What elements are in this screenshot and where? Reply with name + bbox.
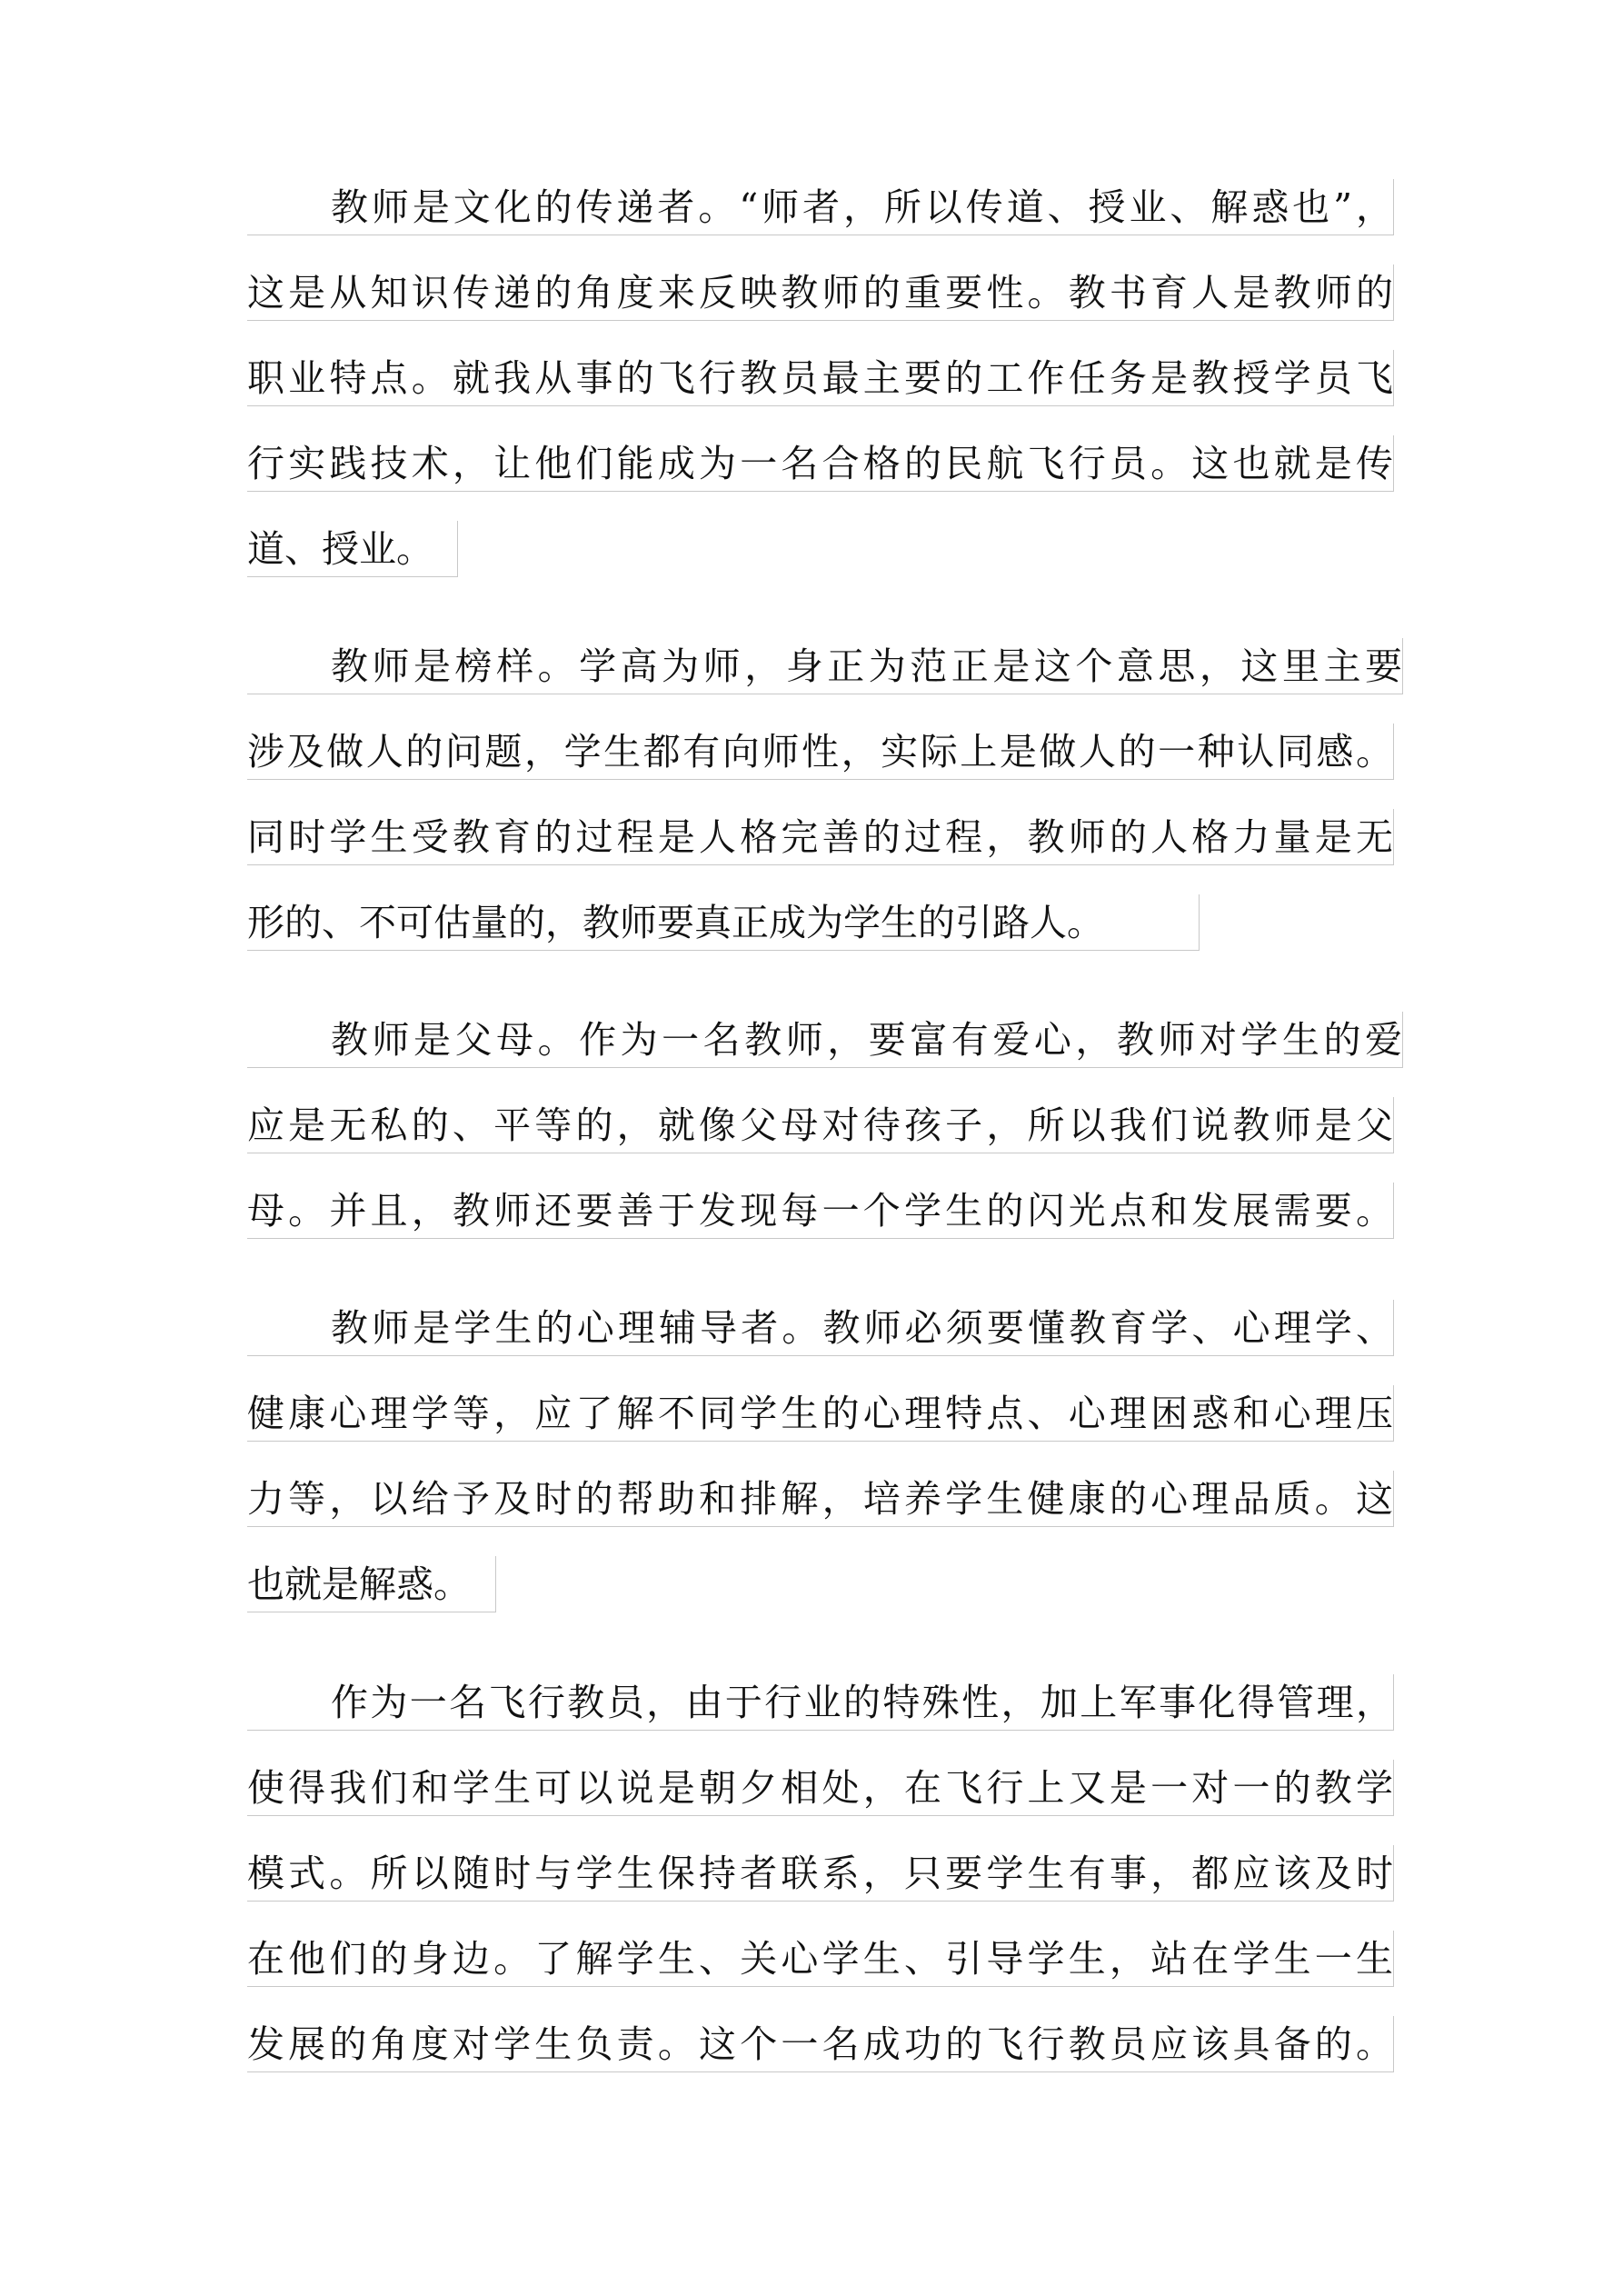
text-line: 教师是文化的传递者。“师者，所以传道、授业、解惑也”，: [247, 179, 1394, 235]
text-line: 应是无私的、平等的，就像父母对待孩子，所以我们说教师是父: [247, 1097, 1394, 1153]
text-line: 教师是榜样。学高为师，身正为范正是这个意思，这里主要: [247, 638, 1403, 694]
text-line: 形的、不可估量的，教师要真正成为学生的引路人。: [247, 894, 1200, 951]
text-line: 同时学生受教育的过程是人格完善的过程，教师的人格力量是无: [247, 809, 1394, 865]
text-line: 母。并且，教师还要善于发现每一个学生的闪光点和发展需要。: [247, 1183, 1394, 1239]
text-line: 涉及做人的问题，学生都有向师性，实际上是做人的一种认同感。: [247, 724, 1394, 780]
text-line: 教师是学生的心理辅导者。教师必须要懂教育学、心理学、: [247, 1300, 1394, 1356]
text-line: 教师是父母。作为一名教师，要富有爱心，教师对学生的爱: [247, 1012, 1403, 1068]
text-line: 模式。所以随时与学生保持者联系，只要学生有事，都应该及时: [247, 1845, 1394, 1902]
text-line: 作为一名飞行教员，由于行业的特殊性，加上军事化得管理，: [247, 1674, 1394, 1731]
text-line: 道、授业。: [247, 521, 458, 577]
text-line: 健康心理学等，应了解不同学生的心理特点、心理困惑和心理压: [247, 1385, 1394, 1442]
text-line: 使得我们和学生可以说是朝夕相处，在飞行上又是一对一的教学: [247, 1760, 1394, 1816]
text-line: 也就是解惑。: [247, 1556, 496, 1612]
text-line: 发展的角度对学生负责。这个一名成功的飞行教员应该具备的。: [247, 2016, 1394, 2072]
text-line: 力等，以给予及时的帮助和排解，培养学生健康的心理品质。这: [247, 1471, 1394, 1527]
text-line: 这是从知识传递的角度来反映教师的重要性。教书育人是教师的: [247, 265, 1394, 321]
text-line: 职业特点。就我从事的飞行教员最主要的工作任务是教授学员飞: [247, 350, 1394, 406]
text-line: 在他们的身边。了解学生、关心学生、引导学生，站在学生一生: [247, 1931, 1394, 1987]
text-line: 行实践技术，让他们能成为一名合格的民航飞行员。这也就是传: [247, 435, 1394, 492]
